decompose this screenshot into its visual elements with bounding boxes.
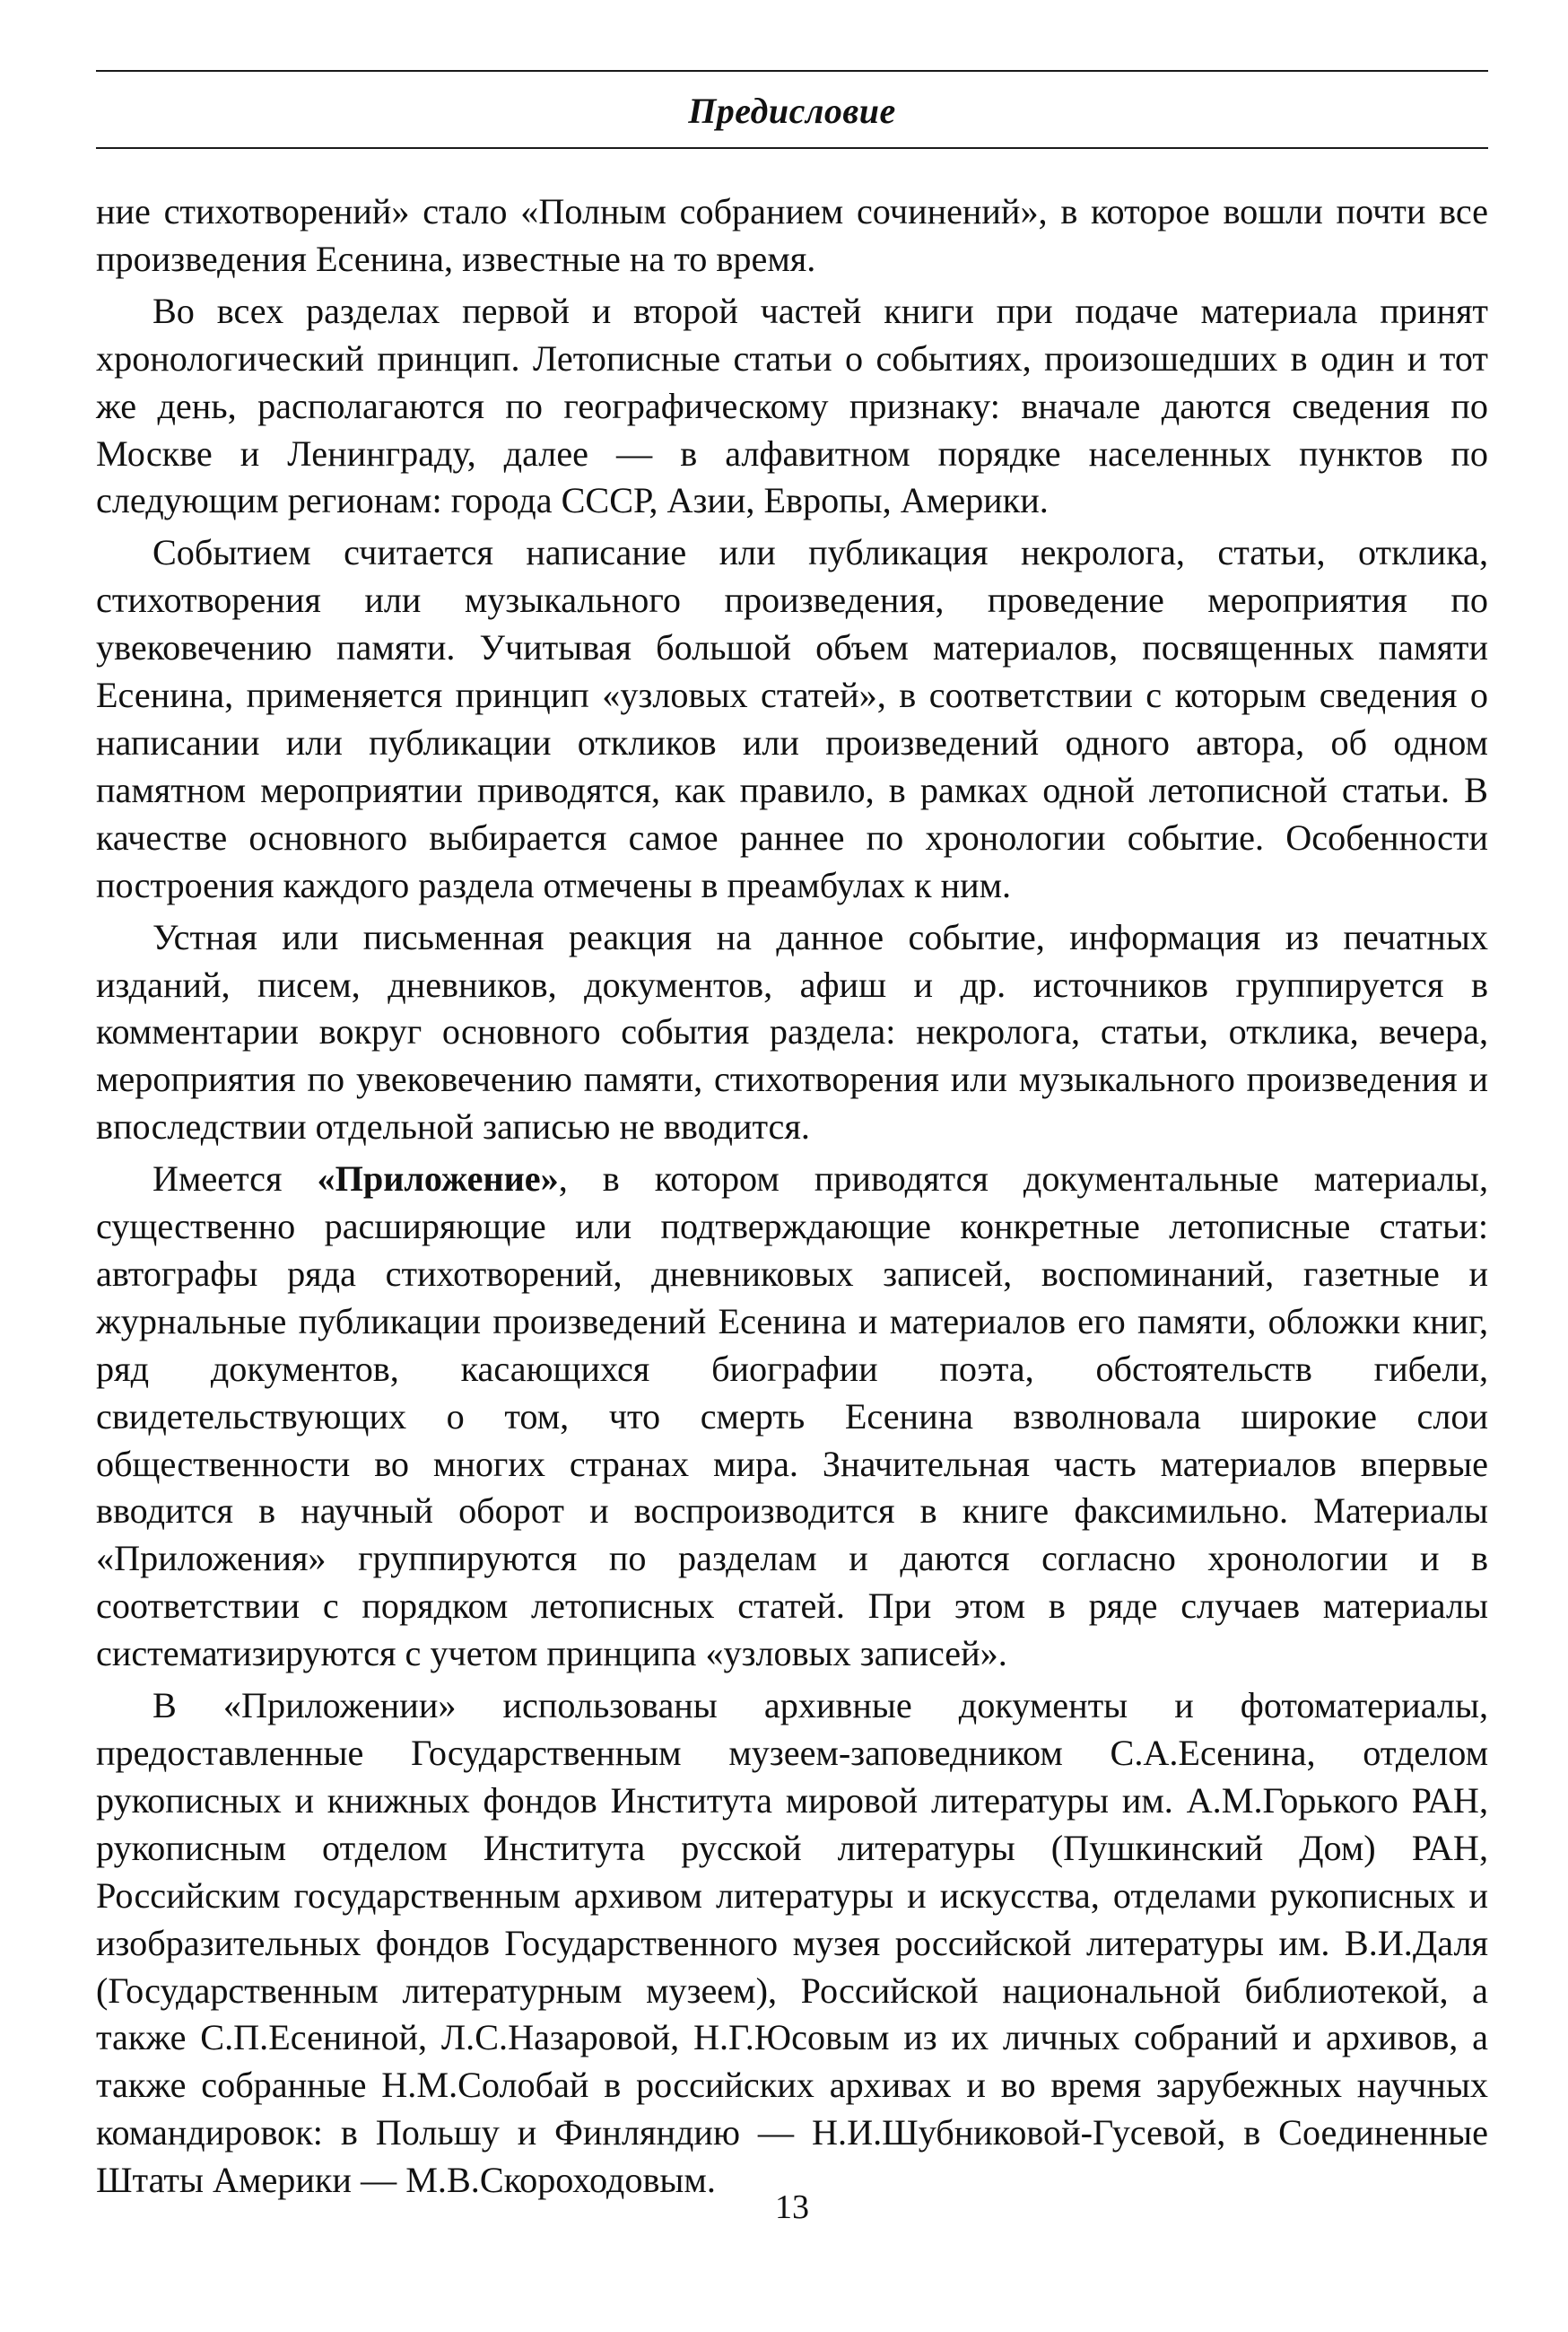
appendix-bold-title: «Приложение» [317, 1158, 559, 1200]
paragraph-reaction-grouping: Устная или письменная реакция на данное событие, информация из печатных изданий, писем, дневников, документов, афиш и др. источников группируется в комментарии вокруг основного события раздела: некролога, статьи, отклика, вечера, мероприятия по увековечению памяти, стихотворения или музыкального произведения и впоследствии отдельной записью не вводится. [96, 916, 1488, 1148]
page-number: 13 [775, 2188, 809, 2226]
header-rule-bottom [96, 147, 1488, 149]
appendix-lead: Имеется [152, 1158, 318, 1200]
appendix-text: , в котором приводятся документальные материалы, существенно расширяющие или подтверждающие конкретные летописные статьи: автографы ряда стихотворений, дневниковых записей, воспоминаний, газетные и журнальные публикации произведений Есенина и материалов его памяти, обложки книг, ряд документов, касающихся биографии поэта, обстоятельств гибели, свидетельствующих о том, что смерть Есенина взволновала широкие слои общественности во многих странах мира. Значительная часть материалов впервые вводится в научный оборот и воспроизводится в книге факсимильно. Материалы «Приложения» группируются по разделам и даются согласно хронологии и в соответствии с порядком летописных статей. При этом в ряде случаев материалы систематизируются с учетом принципа «узловых записей». [96, 1158, 1488, 1674]
running-head-title: Предисловие [688, 91, 896, 131]
header-rule-top [96, 70, 1488, 72]
paragraph-chronology-principle: Во всех разделах первой и второй частей книги при подаче материала принят хронологический принцип. Летописные статьи о событиях, произошедших в один и тот же день, располагаются по географическому признаку: вначале даются сведения по Москве и Ленинграду, далее — в алфавитном порядке населенных пунктов по следующим регионам: города СССР, Азии, Европы, Америки. [96, 290, 1488, 521]
paragraph-archive-sources: В «Приложении» использованы архивные документы и фотоматериалы, предоставленные Государственным музеем-заповедником С.А.Есенина, отделом рукописных и книжных фондов Института мировой литературы им. А.М.Горького РАН, рукописным отделом Института русской литературы (Пушкинский Дом) РАН, Российским государственным архивом литературы и искусства, отделами рукописных и изобразительных фондов Государственного музея российской литературы им. В.И.Даля (Государственным литературным музеем), Российской национальной библиотекой, а также С.П.Есениной, Л.С.Назаровой, Н.Г.Юсовым из их личных собраний и архивов, а также собранные Н.М.Солобай в российских архивах и во время зарубежных научных командировок: в Польшу и Финляндию — Н.И.Шубниковой-Гусевой, в Соединенные Штаты Америки — М.В.Скороходовым. [96, 1685, 1488, 2201]
paragraph-event-definition: Событием считается написание или публикация некролога, статьи, отклика, стихотворения или музыкального произведения, проведение мероприятия по увековечению памяти. Учитывая большой объем материалов, посвященных памяти Есенина, применяется принцип «узловых статей», в соответствии с которым сведения о написании или публикации откликов или произведений одного автора, об одном памятном мероприятии приводятся, как правило, в рамках одной летописной статьи. В качестве основного выбирается самое раннее по хронологии событие. Особенности построения каждого раздела отмечены в преамбулах к ним. [96, 532, 1488, 905]
paragraph-appendix [96, 1156, 1488, 1678]
body-text [96, 188, 1488, 2205]
paragraph-continuation: ние стихотворений» стало «Полным собранием сочинений», в которое вошли почти все произведения Есенина, известные на то время. [96, 191, 1488, 279]
